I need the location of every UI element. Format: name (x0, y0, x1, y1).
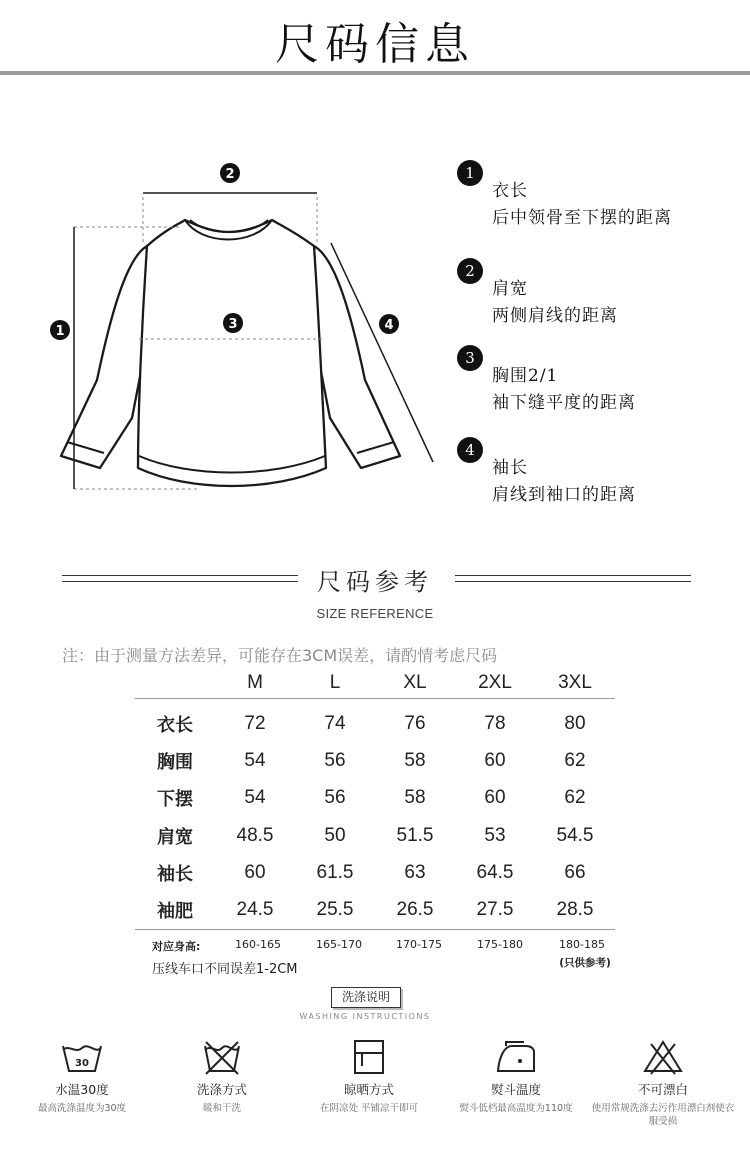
legend-name: 肩宽 (492, 279, 528, 299)
washing-title: 洗涤说明 (331, 987, 401, 1008)
care-item-bleach (588, 1038, 738, 1128)
table-cell: 63 (404, 861, 426, 883)
table-cell: 26.5 (375, 891, 455, 929)
table-cell: 66 (564, 861, 586, 883)
legend-desc: 袖下缝平度的距离 (492, 393, 636, 413)
svg-text:1: 1 (55, 324, 65, 339)
care-item-wash-method (147, 1038, 297, 1115)
care-desc: 在阴凉处 平铺凉干即可 (319, 1103, 419, 1114)
height-note: (只供参考) (559, 957, 611, 969)
table-cell: 76 (404, 712, 426, 734)
table-cell: 56 (324, 749, 346, 771)
care-item-drying (294, 1038, 444, 1115)
care-title: 晾晒方式 (343, 1082, 394, 1097)
height-value: 170-175 (396, 938, 442, 951)
legend-name: 袖长 (492, 458, 528, 478)
legend-desc: 两侧肩线的距离 (492, 306, 618, 326)
table-cell: 64.5 (476, 861, 514, 883)
iron-icon (494, 1038, 538, 1076)
right-sleeve (314, 246, 400, 468)
table-cell: 58 (404, 749, 426, 771)
legend-desc: 肩线到袖口的距离 (492, 485, 636, 505)
svg-text:3: 3 (228, 317, 238, 332)
size-note: 注：由于测量方法差异，可能存在3CM误差，请酌情考虑尺码 (62, 646, 498, 665)
svg-text:30: 30 (75, 1058, 89, 1069)
table-cell: 54 (244, 787, 266, 809)
care-desc: 最高洗涤温度为30度 (37, 1103, 127, 1114)
table-row (135, 891, 615, 929)
height-value: 175-180 (477, 938, 523, 951)
marker-2-icon (220, 163, 240, 183)
table-cell: 74 (324, 712, 346, 734)
legend-name: 衣长 (492, 181, 528, 201)
table-cell: 51.5 (396, 824, 434, 846)
size-reference-title: 尺码参考 (317, 568, 433, 596)
care-item-ironing (441, 1038, 591, 1115)
row-label: 袖肥 (135, 891, 215, 929)
svg-text:4: 4 (384, 318, 394, 333)
row-label: 肩宽 (157, 826, 193, 848)
table-row (135, 854, 615, 891)
column-header: 2XL (455, 668, 535, 699)
legend-item-shoulder (457, 258, 737, 326)
table-cell: 72 (244, 712, 266, 734)
care-desc: 熨斗低档最高温度为110度 (459, 1103, 573, 1114)
height-value: 180-185 (559, 938, 605, 951)
no-dry-clean-icon (200, 1038, 244, 1076)
table-cell: 53 (484, 824, 506, 846)
legend-item-chest (457, 345, 737, 413)
table-cell: 28.5 (535, 891, 615, 929)
table-cell: 60 (484, 787, 506, 809)
legend-number: 1 (457, 160, 483, 186)
column-header: L (295, 668, 375, 699)
page-title: 尺码信息 (275, 19, 475, 70)
legend-number: 4 (457, 437, 483, 463)
height-value: 160-165 (235, 938, 281, 951)
height-value: 165-170 (316, 938, 362, 951)
marker-4-icon (379, 314, 399, 334)
wash-30-icon (60, 1038, 104, 1076)
row-label: 衣长 (157, 714, 193, 736)
table-cell: 54 (244, 749, 266, 771)
no-bleach-icon (641, 1038, 685, 1076)
size-reference-subtitle: SIZE REFERENCE (316, 606, 434, 621)
table-cell: 48.5 (236, 824, 274, 846)
table-cell: 62 (564, 749, 586, 771)
table-cell: 60 (244, 861, 266, 883)
height-label: 对应身高: (152, 940, 201, 953)
table-cell: 78 (484, 712, 506, 734)
row-label: 胸围 (157, 751, 193, 773)
tolerance-note: 压线车口不同误差1-2CM (152, 962, 298, 977)
legend-number: 2 (457, 258, 483, 284)
table-cell: 27.5 (455, 891, 535, 929)
washing-subtitle: WASHING INSTRUCTIONS (299, 1012, 431, 1021)
care-desc: 暖和干洗 (202, 1103, 241, 1114)
svg-text:2: 2 (225, 167, 235, 182)
title-divider (0, 71, 750, 75)
legend-item-sleeve (457, 437, 737, 505)
care-title: 洗涤方式 (196, 1082, 247, 1097)
table-cell: 62 (564, 787, 586, 809)
table-cell: 80 (564, 712, 586, 734)
table-corner (135, 668, 215, 699)
legend-number: 3 (457, 345, 483, 371)
table-cell: 50 (324, 824, 346, 846)
table-cell: 60 (484, 749, 506, 771)
size-table (135, 668, 615, 930)
column-header: XL (375, 668, 455, 699)
sweater-diagram (40, 150, 460, 500)
table-cell: 24.5 (215, 891, 295, 929)
table-header-row (135, 668, 615, 699)
care-title: 熨斗温度 (490, 1082, 541, 1097)
care-title: 不可漂白 (637, 1082, 688, 1097)
legend-desc: 后中领骨至下摆的距离 (492, 208, 672, 228)
column-header: 3XL (535, 668, 615, 699)
table-row (135, 699, 615, 743)
care-title: 水温30度 (55, 1082, 109, 1097)
legend-item-length (457, 160, 737, 228)
table-row (135, 780, 615, 817)
table-row (135, 817, 615, 854)
care-desc: 使用常规洗涤去污作用漂白剂使衣服受损 (591, 1103, 735, 1127)
legend-name: 胸围2/1 (492, 366, 559, 386)
table-cell: 54.5 (556, 824, 594, 846)
marker-1-icon (50, 320, 70, 340)
table-cell: 61.5 (316, 861, 354, 883)
row-label: 下摆 (157, 789, 193, 811)
table-cell: 25.5 (295, 891, 375, 929)
row-label: 袖长 (157, 863, 193, 885)
care-item-wash-temp (7, 1038, 157, 1115)
table-row (135, 742, 615, 779)
line-dry-icon (347, 1038, 391, 1076)
marker-3-icon (223, 313, 243, 333)
column-header: M (215, 668, 295, 699)
sweater-body (138, 220, 326, 486)
table-cell: 56 (324, 787, 346, 809)
table-cell: 58 (404, 787, 426, 809)
